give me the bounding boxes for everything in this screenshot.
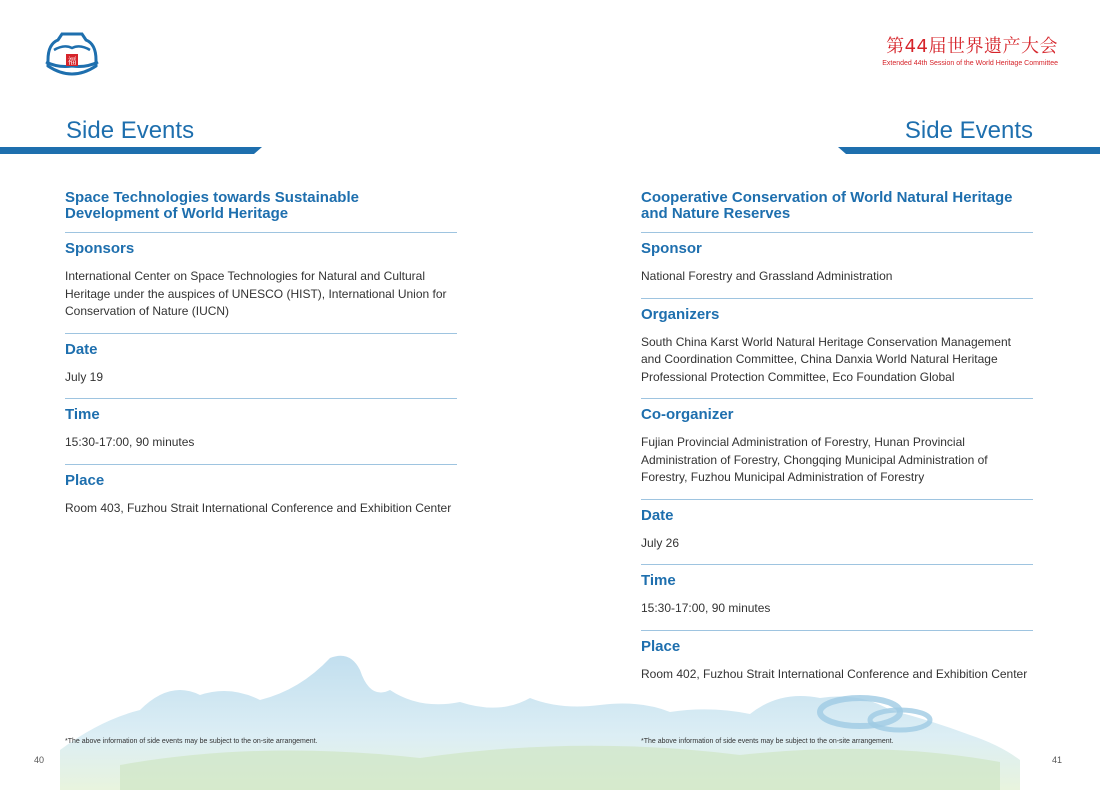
right-page-number: 41 [1051,755,1062,765]
section-label: Organizers [641,305,720,323]
left-section-date [65,334,457,400]
right-footnote: *The above information of side events may be subject to the on-site arrangement. [641,738,894,745]
right-section-sponsor [641,233,1033,299]
section-text: Room 402, Fuzhou Strait International Conference and Exhibition Center [641,666,1028,681]
right-section-time [641,565,1033,631]
left-page-header: Side Events [66,117,195,144]
section-label: Time [641,572,676,589]
section-label: Sponsor [641,240,702,257]
section-text: International Center on Space Technologies for Natural and Cultural Heritage under the auspices of UNESCO (HIST), International Union for Conservation of Nature (IUCN) [65,269,447,318]
right-header-bar [838,146,1100,154]
section-text: South China Karst World Natural Heritage Conservation Management and Coordination Committee, China Danxia World Natural Heritage Professional Protection Committee, Eco Foundation Global [641,334,1011,384]
left-page-number: 40 [34,755,45,765]
section-text: 15:30-17:00, 90 minutes [65,435,195,449]
left-section-time [65,399,457,465]
svg-text:福: 福 [67,57,77,67]
section-label: Date [641,506,674,524]
section-label: Time [65,406,100,423]
left-event-column [65,190,457,529]
right-section-organizers [641,299,1033,400]
landscape-illustration [60,640,1020,790]
left-event-title: Space Technologies towards Sustainable Development of World Heritage [65,190,457,233]
left-section-sponsors [65,233,457,334]
section-text: July 19 [65,369,104,384]
left-footnote: *The above information of side events may be subject to the on-site arrangement. [65,738,318,745]
right-page-header: Side Events [904,117,1033,144]
fuzhou-fu-logo-icon [44,30,100,78]
brand-title: 第44届世界遗产大会 [886,36,1058,57]
section-text: Fujian Provincial Administration of Forestry, Hunan Provincial Administration of Forestry, Chongqing Municipal Administration of Forestry, Fuzhou Municipal Administration of Forestry [641,435,988,484]
section-label: Co-organizer [641,406,734,423]
section-text: Room 403, Fuzhou Strait International Conference and Exhibition Center [65,500,452,515]
right-section-date [641,500,1033,566]
right-section-co-organizer [641,399,1033,500]
section-text: July 26 [641,535,680,550]
right-event-column [641,190,1033,695]
brand-subtitle: Extended 44th Session of the World Heritage Committee [882,60,1058,67]
section-label: Date [65,340,98,358]
brand-block [882,36,1058,69]
section-label: Place [65,471,105,489]
section-label: Place [641,637,681,655]
section-text: National Forestry and Grassland Administration [641,269,893,283]
section-label: Sponsors [65,240,135,257]
left-header-bar [0,146,262,154]
right-event-title: Cooperative Conservation of World Natural Heritage and Nature Reserves [641,190,1033,233]
section-text: 15:30-17:00, 90 minutes [641,601,771,615]
left-section-place [65,465,457,530]
